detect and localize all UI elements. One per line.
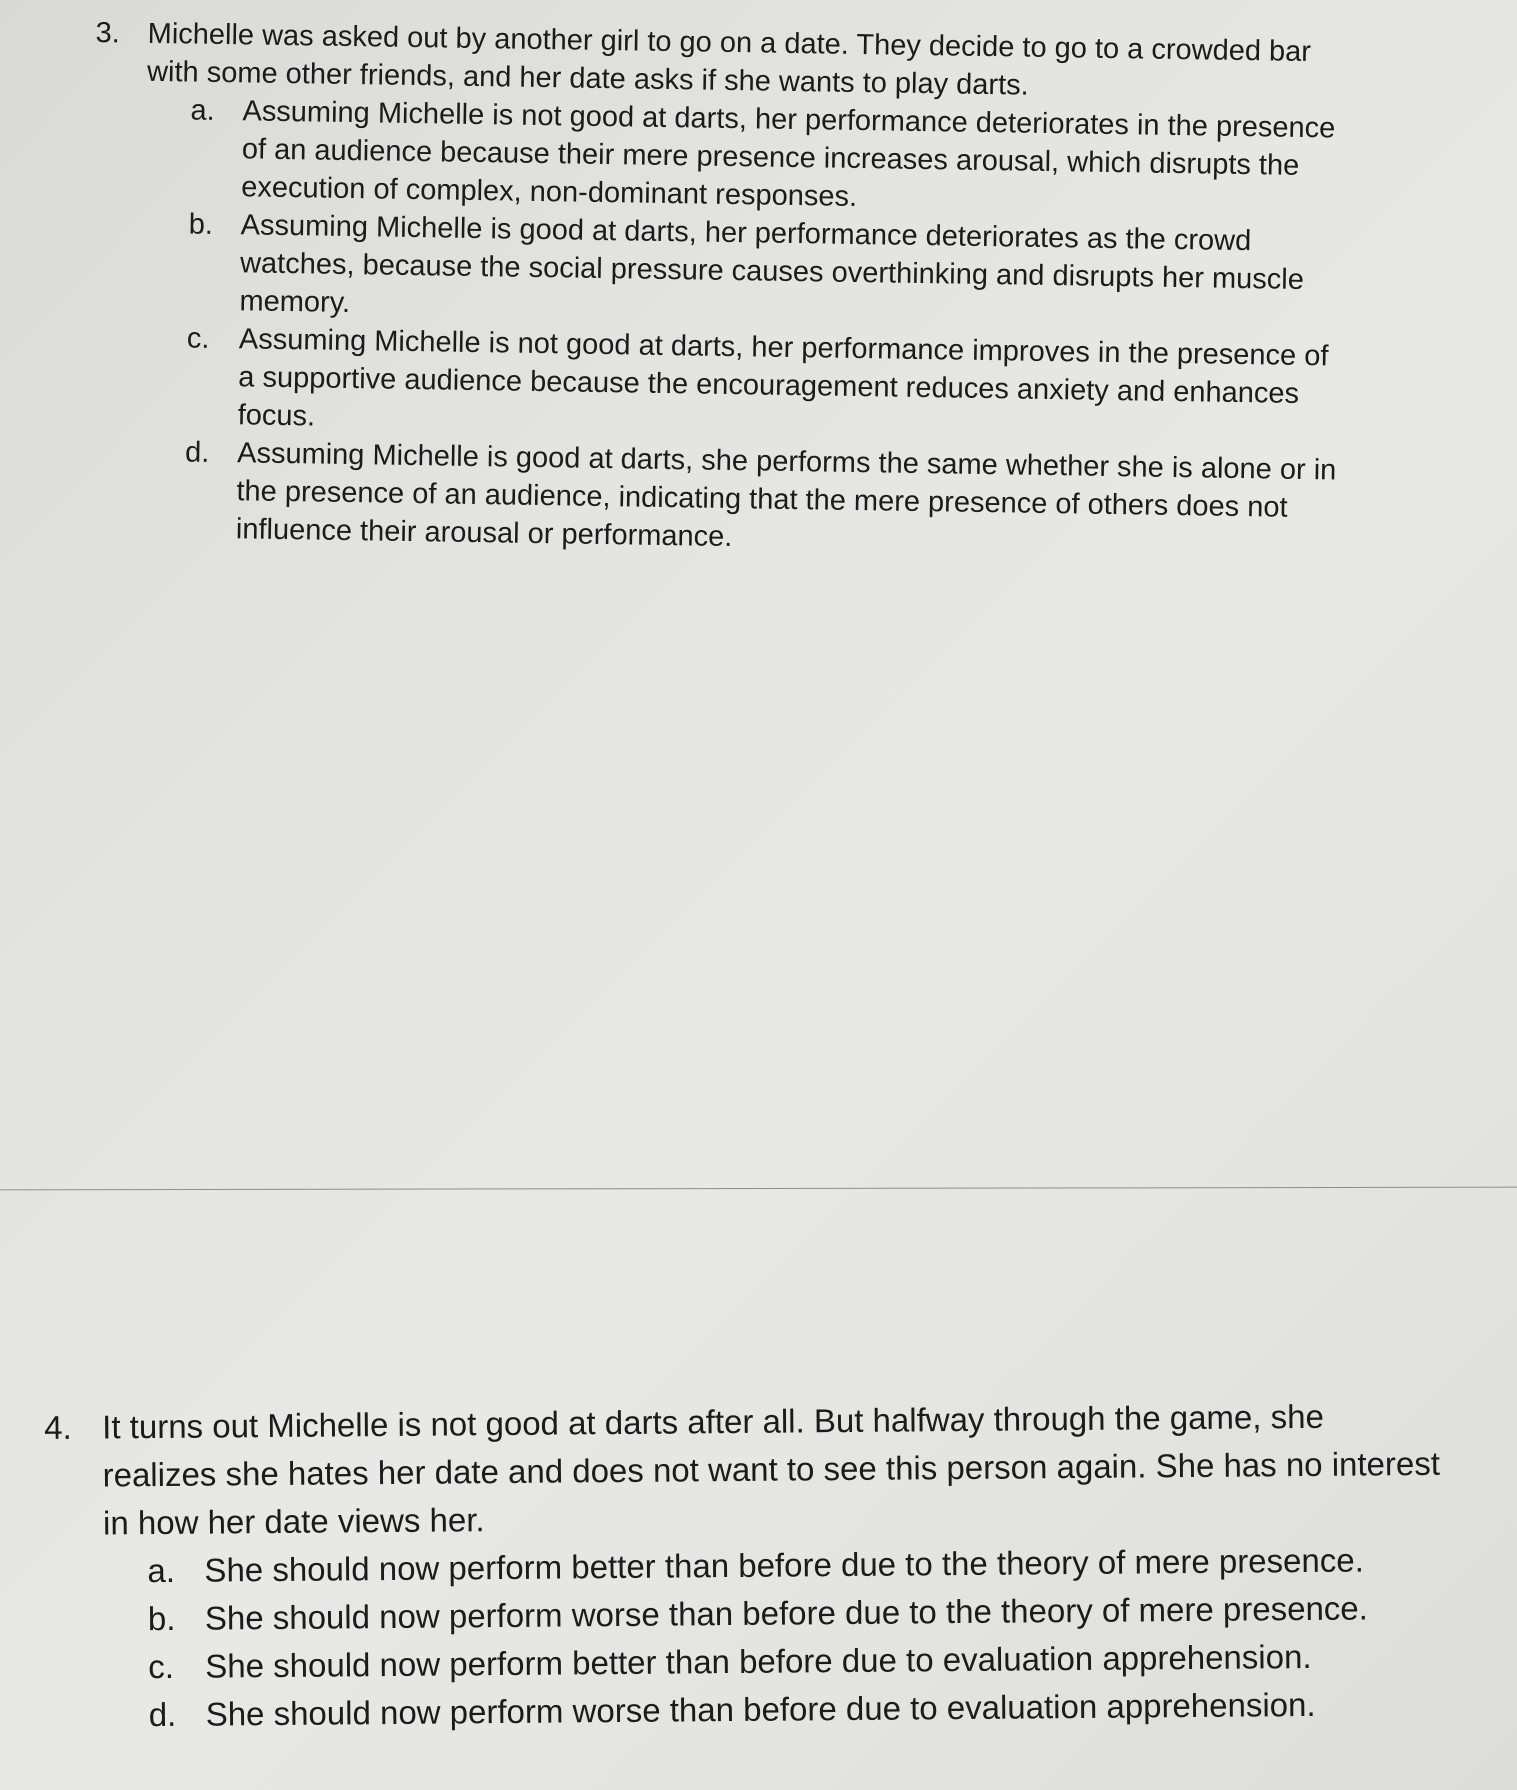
option-text: She should now perform worse than before due to the theory of mere presence. xyxy=(204,1589,1369,1637)
option-text: Assuming Michelle is good at darts, her performance deteriorates as the crowd watches, because the social pressure causes overthinking and disrupts her muscle memory. xyxy=(239,209,1305,320)
option-letter: c. xyxy=(148,1647,175,1686)
question-text: Michelle was asked out by another girl to go on a date. They decide to go to a crowded bar with some other friends, and her date asks if she wants to play darts. xyxy=(146,17,1312,102)
option-letter: b. xyxy=(188,208,214,241)
option-letter: d. xyxy=(184,436,210,469)
question-text: It turns out Michelle is not good at darts after all. But halfway through the game, she realizes she hates her date and does not want to see this person again. She has no interest in how her date views her. xyxy=(102,1397,1441,1542)
answer-option-d xyxy=(149,1680,1477,1740)
answer-options xyxy=(147,1536,1477,1740)
question-stem xyxy=(44,1392,1475,1548)
option-text: She should now perform worse than before due to evaluation apprehension. xyxy=(205,1685,1316,1733)
option-text: Assuming Michelle is not good at darts, her performance deteriorates in the presence of an audience because their mere presence increases arousal, which disrupts the execution of complex, non-dominant responses. xyxy=(241,95,1336,213)
question-number: 3. xyxy=(95,16,121,50)
answer-options xyxy=(184,91,1395,566)
option-letter: a. xyxy=(190,94,215,127)
answer-option-a xyxy=(189,91,1395,224)
option-text: She should now perform better than before due to evaluation apprehension. xyxy=(205,1637,1312,1685)
option-letter: d. xyxy=(148,1695,177,1734)
option-text: Assuming Michelle is not good at darts, her performance improves in the presence of a supportive audience because the encouragement reduces anxiety and enhances focus. xyxy=(237,323,1329,433)
option-letter: b. xyxy=(147,1599,176,1638)
option-text: Assuming Michelle is good at darts, she performs the same whether she is alone or in the presence of an audience, indicating that the mere presence of others does not influence their arousal or performance. xyxy=(235,437,1337,554)
answer-option-c xyxy=(185,319,1391,452)
question-3 xyxy=(88,14,1396,566)
question-number: 4. xyxy=(44,1408,72,1446)
option-text: She should now perform better than before due to the theory of mere presence. xyxy=(204,1541,1364,1589)
section-divider xyxy=(0,1187,1517,1191)
option-letter: c. xyxy=(186,322,210,355)
question-4 xyxy=(44,1392,1477,1740)
option-letter: a. xyxy=(147,1551,176,1590)
answer-option-b xyxy=(187,205,1393,338)
answer-option-d xyxy=(184,433,1390,566)
